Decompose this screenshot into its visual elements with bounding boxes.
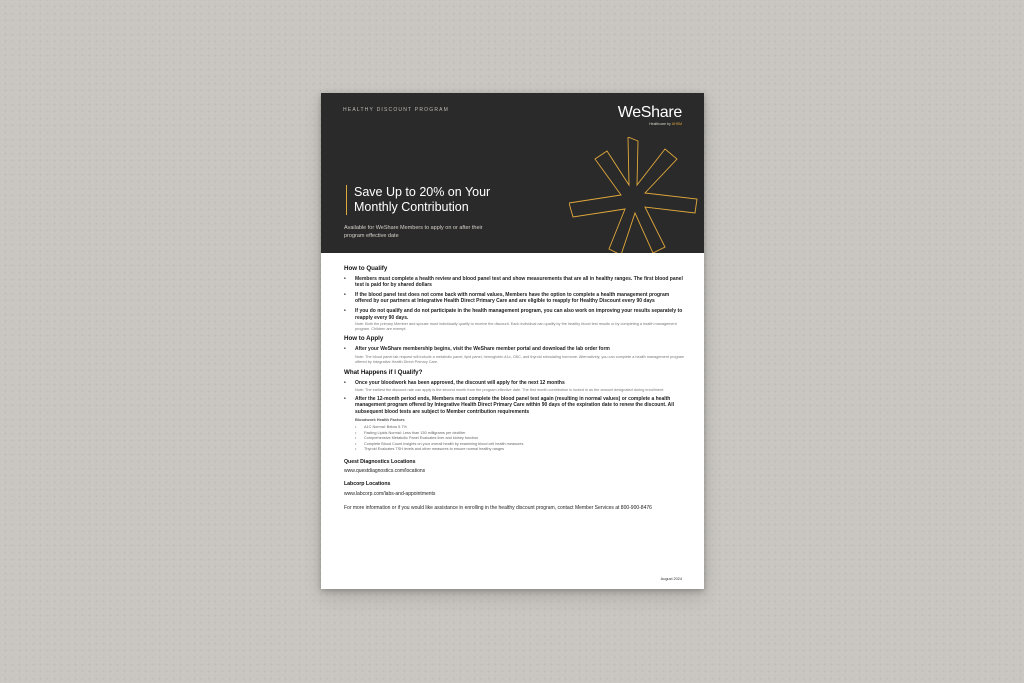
logo-wordmark: WeShare [617,104,682,121]
asterisk-outline-icon [569,137,704,253]
list-item [344,308,686,332]
qualify-note: Note: Both the primary Member and spouse must individually qualify to receive the discount. Each individual can qualify by the healthy blood test results or by completing a health management program. Children are exempt. [355,322,677,332]
section-heading: What Happens if I Qualify? [344,369,423,377]
factor-item: • A1C Normal: Below 5.7% [355,425,686,431]
factor-item: • Complete Blood Count Insights on your overall health by examining blood cell health measures [355,442,686,448]
asterisk-graphic [569,137,704,253]
hero-subtitle: Available for WeShare Members to apply on or after their program effective date [344,225,483,239]
list-item: • After your WeShare membership begins, visit the WeShare member portal and download the lab order form [344,346,686,353]
section-heading: How to Qualify [344,265,388,272]
factors-list [355,425,686,453]
list-item-text: If you do not qualify and do not participate in the health management program, you can also work on improving your results separately to reapply every 90 days. [355,307,683,321]
happens-note: Note: The earliest the discount rate can apply is the second month from the program effective date. The first month contribution is locked in as the amount designated during enrollment. [355,387,665,392]
list-item-text: Once your bloodwork has been approved, the discount will apply for the next 12 months [355,379,565,386]
logo-tagline [618,122,682,126]
hero-title [346,185,554,215]
hero-banner [321,93,704,253]
factor-item: • Thyroid Evaluates TSH levels and other measures to ensure normal healthy ranges [355,447,686,453]
issue-date: August 2024 [660,577,682,581]
flyer-body [344,266,686,512]
program-label: HEALTHY DISCOUNT PROGRAM [343,107,450,113]
section-what-happens [344,370,686,453]
labcorp-locations-link[interactable]: www.labcorp.com/labs-and-appointments [344,490,436,497]
section-heading: How to Apply [344,335,384,343]
section-how-to-qualify [344,266,686,332]
logo-tagline-prefix: Healthcare by [649,122,672,126]
apply-note: Note: The blood panel lab request will include a metabolic panel, lipid panel, hemoglobin A1c, CBC, and thyroid stimulating hormone. Alternatively, you can complete a health management program offered by Integrative Health Direct Primary Care. [355,355,685,365]
factor-item: • Fasting Lipids Normal: Less than 150 milligrams per deciliter [355,431,686,437]
logo-tagline-brand: UHSM [671,122,682,126]
weshare-logo [618,105,682,126]
list-item: • Members must complete a health review and blood panel test and show measurements that are all in healthy ranges. The first blood panel test is paid for by shared dollars [344,276,686,289]
list-item-text: After the 12-month period ends, Members must complete the blood panel test again (resulting in normal values) or complete a health management program offered by Integrative Health Direct Primary Care within 90 days of the expiration date to renew the discount. All subsequent blood tests are subject to Member contribution requirements [355,395,675,415]
factor-item: • Comprehensive Metabolic Panel Evaluates liver and kidney function [355,436,686,442]
hero-title-line-2: Monthly Contribution [354,200,469,214]
list-item: • If the blood panel test does not come back with normal values, Members have the option to complete a health management program offered by our partners at Integrative Health Direct Primary Care and are eligible to reapply for Healthy Discount every 90 days [344,292,686,305]
factors-title: Bloodwork Health Factors [355,417,405,423]
section-how-to-apply [344,336,686,365]
flyer-sheet [321,93,704,589]
labcorp-locations-title: Labcorp Locations [344,481,391,488]
hero-title-line-1: Save Up to 20% on Your [354,185,491,199]
list-item [344,380,686,393]
contact-info: For more information or if you would like assistance in enrolling in the healthy discount program, contact Member Services at 800-900-8476 [344,505,652,512]
list-item [344,396,686,453]
quest-locations-title: Quest Diagnostics Locations [344,458,416,465]
quest-locations-link[interactable]: www.questdiagnostics.com/locations [344,468,426,475]
